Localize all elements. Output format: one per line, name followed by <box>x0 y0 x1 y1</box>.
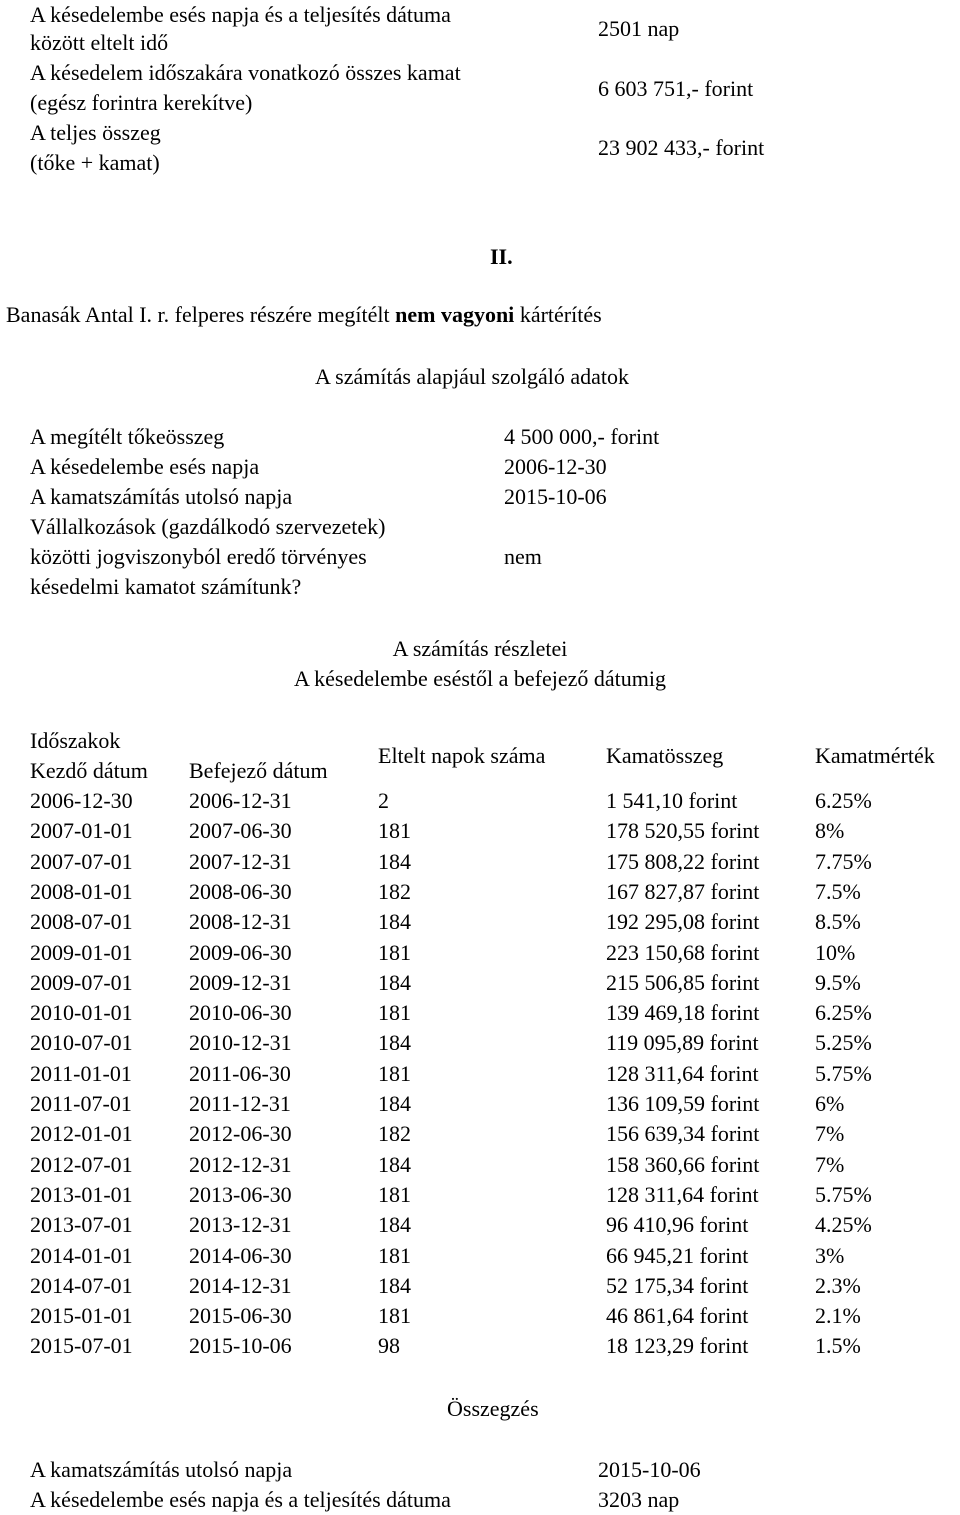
cell-interest-amount: 128 311,64 forint <box>606 1061 759 1086</box>
cell-interest-amount: 119 095,89 forint <box>606 1030 759 1055</box>
cell-start-date: 2009-07-01 <box>30 970 133 995</box>
cell-start-date: 2010-07-01 <box>30 1030 133 1055</box>
cell-interest-rate: 5.75% <box>815 1061 872 1086</box>
cell-interest-amount: 192 295,08 forint <box>606 909 760 934</box>
cell-interest-amount: 215 506,85 forint <box>606 970 760 995</box>
cell-interest-amount: 167 827,87 forint <box>606 879 760 904</box>
cell-end-date: 2012-06-30 <box>189 1121 292 1146</box>
cell-end-date: 2010-12-31 <box>189 1030 292 1055</box>
cell-interest-amount: 136 109,59 forint <box>606 1091 760 1116</box>
cell-start-date: 2015-07-01 <box>30 1333 133 1358</box>
cell-interest-rate: 3% <box>815 1243 845 1268</box>
top-value-days: 2501 nap <box>598 16 680 41</box>
cell-interest-rate: 8.5% <box>815 909 861 934</box>
summary-label-days: A késedelembe esés napja és a teljesítés dátuma <box>30 1487 451 1512</box>
cell-interest-amount: 18 123,29 forint <box>606 1333 749 1358</box>
cell-end-date: 2008-06-30 <box>189 879 292 904</box>
cell-interest-amount: 128 311,64 forint <box>606 1182 759 1207</box>
top-label-interest-line2: (egész forintra kerekítve) <box>30 90 253 115</box>
cell-interest-rate: 10% <box>815 940 856 965</box>
cell-interest-rate: 5.25% <box>815 1030 872 1055</box>
cell-interest-amount: 46 861,64 forint <box>606 1303 749 1328</box>
cell-elapsed-days: 98 <box>378 1333 400 1358</box>
cell-end-date: 2008-12-31 <box>189 909 292 934</box>
cell-end-date: 2009-06-30 <box>189 940 292 965</box>
cell-end-date: 2011-06-30 <box>189 1061 291 1086</box>
cell-elapsed-days: 184 <box>378 1091 411 1116</box>
header-end-date: Befejező dátum <box>189 758 328 783</box>
header-start-date: Kezdő dátum <box>30 758 148 783</box>
cell-start-date: 2007-07-01 <box>30 849 133 874</box>
cell-end-date: 2009-12-31 <box>189 970 292 995</box>
claim-title-bold: nem vagyoni <box>395 302 515 327</box>
basis-value-principal: 4 500 000,- forint <box>504 424 660 449</box>
cell-interest-rate: 6% <box>815 1091 845 1116</box>
header-periods: Időszakok <box>30 728 121 753</box>
header-elapsed-days: Eltelt napok száma <box>378 743 546 768</box>
cell-end-date: 2014-12-31 <box>189 1273 292 1298</box>
cell-start-date: 2008-01-01 <box>30 879 133 904</box>
business-question-line2: közötti jogviszonyból eredő törvényes <box>30 544 367 569</box>
top-value-interest: 6 603 751,- forint <box>598 76 754 101</box>
cell-interest-rate: 7% <box>815 1152 845 1177</box>
cell-elapsed-days: 181 <box>378 940 411 965</box>
cell-elapsed-days: 181 <box>378 818 411 843</box>
summary-label-last-day: A kamatszámítás utolsó napja <box>30 1457 293 1482</box>
cell-start-date: 2014-01-01 <box>30 1243 133 1268</box>
cell-interest-rate: 1.5% <box>815 1333 861 1358</box>
cell-interest-rate: 2.1% <box>815 1303 861 1328</box>
cell-end-date: 2013-12-31 <box>189 1212 292 1237</box>
cell-start-date: 2011-01-01 <box>30 1061 132 1086</box>
cell-elapsed-days: 184 <box>378 1273 411 1298</box>
top-label-interest-line1: A késedelem időszakára vonatkozó összes kamat <box>30 60 461 85</box>
business-question-line1: Vállalkozások (gazdálkodó szervezetek) <box>30 514 386 539</box>
cell-end-date: 2007-06-30 <box>189 818 292 843</box>
business-question-value: nem <box>504 544 542 569</box>
cell-interest-rate: 2.3% <box>815 1273 861 1298</box>
details-heading: A számítás részletei <box>392 636 568 661</box>
cell-interest-rate: 7.75% <box>815 849 872 874</box>
cell-end-date: 2006-12-31 <box>189 788 292 813</box>
summary-value-days: 3203 nap <box>598 1487 680 1512</box>
cell-interest-rate: 4.25% <box>815 1212 872 1237</box>
cell-end-date: 2015-10-06 <box>189 1333 292 1358</box>
cell-elapsed-days: 184 <box>378 1030 411 1055</box>
cell-start-date: 2012-07-01 <box>30 1152 133 1177</box>
cell-interest-rate: 7.5% <box>815 879 861 904</box>
summary-value-last-day: 2015-10-06 <box>598 1457 701 1482</box>
top-value-total: 23 902 433,- forint <box>598 135 765 160</box>
cell-elapsed-days: 184 <box>378 909 411 934</box>
cell-start-date: 2013-07-01 <box>30 1212 133 1237</box>
cell-interest-amount: 175 808,22 forint <box>606 849 760 874</box>
cell-interest-amount: 66 945,21 forint <box>606 1243 749 1268</box>
claim-title-suffix: kártérítés <box>514 302 602 327</box>
header-interest-amount: Kamatösszeg <box>606 743 724 768</box>
cell-start-date: 2012-01-01 <box>30 1121 133 1146</box>
basis-value-default-date: 2006-12-30 <box>504 454 607 479</box>
cell-interest-amount: 223 150,68 forint <box>606 940 760 965</box>
cell-start-date: 2006-12-30 <box>30 788 133 813</box>
cell-elapsed-days: 181 <box>378 1243 411 1268</box>
cell-interest-amount: 156 639,34 forint <box>606 1121 760 1146</box>
cell-elapsed-days: 181 <box>378 1182 411 1207</box>
top-label-days-line1: A késedelembe esés napja és a teljesítés dátuma <box>30 2 451 27</box>
cell-start-date: 2008-07-01 <box>30 909 133 934</box>
cell-end-date: 2013-06-30 <box>189 1182 292 1207</box>
claim-title <box>6 300 602 330</box>
cell-elapsed-days: 2 <box>378 788 389 813</box>
basis-label-default-date: A késedelembe esés napja <box>30 454 260 479</box>
cell-interest-amount: 178 520,55 forint <box>606 818 760 843</box>
cell-end-date: 2015-06-30 <box>189 1303 292 1328</box>
cell-interest-amount: 52 175,34 forint <box>606 1273 749 1298</box>
basis-heading: A számítás alapjául szolgáló adatok <box>315 364 630 389</box>
basis-value-last-day: 2015-10-06 <box>504 484 607 509</box>
cell-interest-rate: 6.25% <box>815 1000 872 1025</box>
cell-start-date: 2015-01-01 <box>30 1303 133 1328</box>
claim-title-prefix: Banasák Antal I. r. felperes részére megítélt <box>6 302 396 327</box>
cell-interest-amount: 139 469,18 forint <box>606 1000 760 1025</box>
section-number: II. <box>490 244 513 269</box>
cell-elapsed-days: 184 <box>378 1212 411 1237</box>
cell-end-date: 2014-06-30 <box>189 1243 292 1268</box>
basis-label-last-day: A kamatszámítás utolsó napja <box>30 484 293 509</box>
cell-start-date: 2011-07-01 <box>30 1091 132 1116</box>
cell-interest-amount: 1 541,10 forint <box>606 788 738 813</box>
cell-elapsed-days: 182 <box>378 879 411 904</box>
cell-start-date: 2014-07-01 <box>30 1273 133 1298</box>
cell-interest-amount: 158 360,66 forint <box>606 1152 760 1177</box>
top-label-total-line2: (tőke + kamat) <box>30 150 160 175</box>
cell-end-date: 2012-12-31 <box>189 1152 292 1177</box>
cell-interest-rate: 7% <box>815 1121 845 1146</box>
cell-end-date: 2007-12-31 <box>189 849 292 874</box>
cell-elapsed-days: 181 <box>378 1061 411 1086</box>
business-question-line3: késedelmi kamatot számítunk? <box>30 574 302 599</box>
cell-start-date: 2007-01-01 <box>30 818 133 843</box>
top-label-days-line2: között eltelt idő <box>30 30 169 55</box>
cell-interest-rate: 9.5% <box>815 970 861 995</box>
details-subheading: A késedelembe eséstől a befejező dátumig <box>293 666 667 691</box>
top-label-total-line1: A teljes összeg <box>30 120 161 145</box>
cell-interest-rate: 8% <box>815 818 845 843</box>
cell-interest-rate: 5.75% <box>815 1182 872 1207</box>
cell-end-date: 2010-06-30 <box>189 1000 292 1025</box>
cell-start-date: 2013-01-01 <box>30 1182 133 1207</box>
cell-interest-rate: 6.25% <box>815 788 872 813</box>
summary-heading: Összegzés <box>447 1396 539 1421</box>
cell-elapsed-days: 181 <box>378 1303 411 1328</box>
cell-elapsed-days: 184 <box>378 1152 411 1177</box>
cell-elapsed-days: 181 <box>378 1000 411 1025</box>
cell-elapsed-days: 182 <box>378 1121 411 1146</box>
cell-start-date: 2010-01-01 <box>30 1000 133 1025</box>
header-interest-rate: Kamatmérték <box>815 743 935 768</box>
cell-interest-amount: 96 410,96 forint <box>606 1212 749 1237</box>
cell-start-date: 2009-01-01 <box>30 940 133 965</box>
basis-label-principal: A megítélt tőkeösszeg <box>30 424 225 449</box>
cell-elapsed-days: 184 <box>378 849 411 874</box>
cell-end-date: 2011-12-31 <box>189 1091 291 1116</box>
cell-elapsed-days: 184 <box>378 970 411 995</box>
